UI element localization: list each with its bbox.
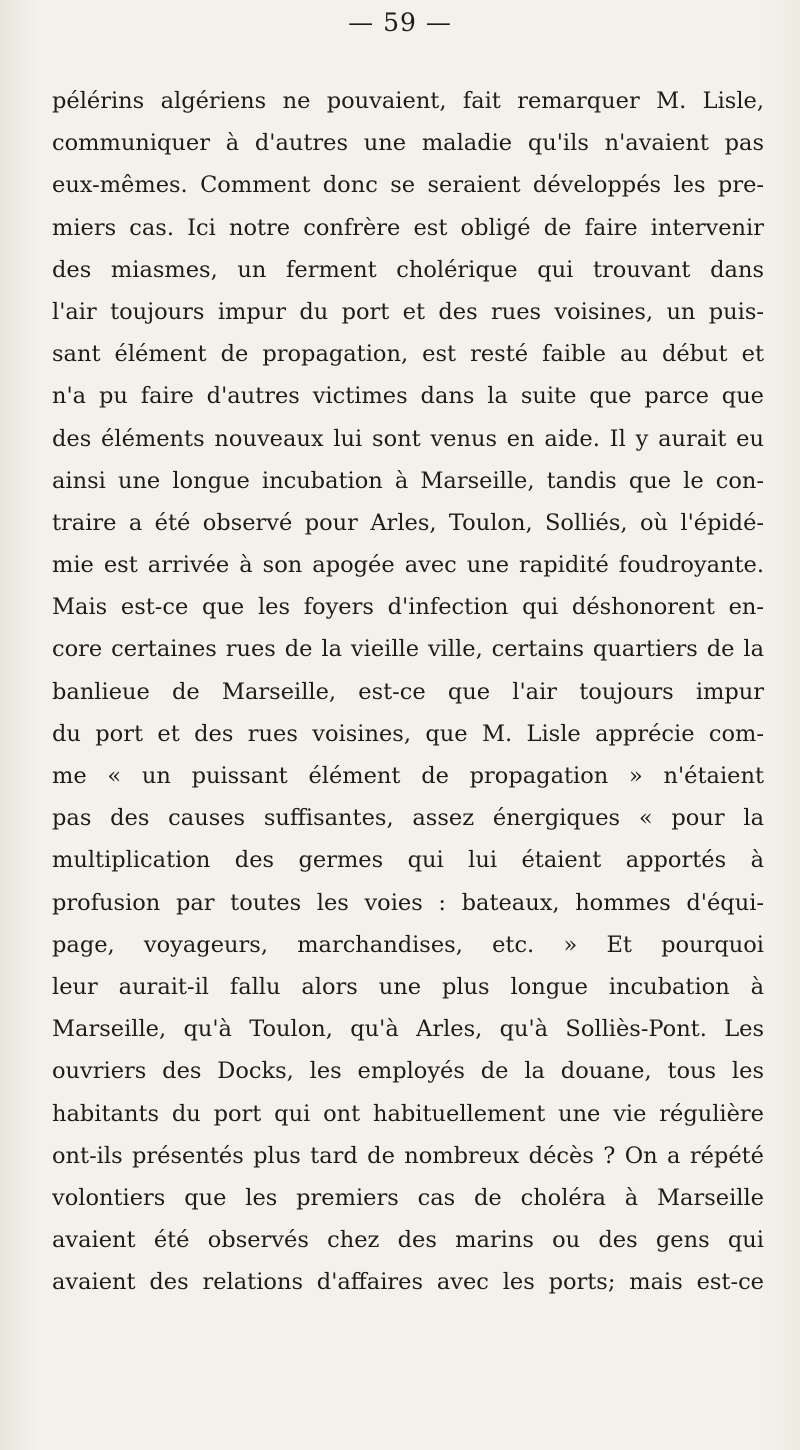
text-line: ont-ils présentés plus tard de nombreux décès ? On a répété [52, 1142, 764, 1169]
text-line: avaient été observés chez des marins ou des gens qui [52, 1227, 764, 1254]
text-line: ainsi une longue incubation à Marseille, tandis que le con- [52, 467, 764, 494]
text-line: core certaines rues de la vieille ville, certains quartiers de la [52, 636, 764, 663]
text-line: du port et des rues voisines, que M. Lisle apprécie com- [52, 720, 764, 747]
text-line: des miasmes, un ferment cholérique qui trouvant dans [52, 256, 764, 283]
text-line: volontiers que les premiers cas de choléra à Marseille [52, 1184, 764, 1211]
text-line: l'air toujours impur du port et des rues voisines, un puis- [52, 298, 764, 325]
text-line: sant élément de propagation, est resté faible au début et [52, 341, 764, 368]
text-line: pas des causes suffisantes, assez énergiques « pour la [52, 805, 764, 832]
page-number: — 59 — [348, 8, 452, 37]
body-text [52, 80, 764, 1303]
text-line: n'a pu faire d'autres victimes dans la suite que parce que [52, 383, 764, 410]
text-line: banlieue de Marseille, est-ce que l'air toujours impur [52, 678, 764, 705]
text-line: habitants du port qui ont habituellement une vie régulière [52, 1100, 764, 1127]
text-line: multiplication des germes qui lui étaient apportés à [52, 847, 764, 874]
text-line: mie est arrivée à son apogée avec une rapidité foudroyante. [52, 552, 764, 579]
text-line: page, voyageurs, marchandises, etc. » Et pourquoi [52, 931, 764, 958]
text-line: leur aurait-il fallu alors une plus longue incubation à [52, 973, 764, 1000]
text-line: pélérins algériens ne pouvaient, fait remarquer M. Lisle, [52, 88, 764, 114]
text-line: des éléments nouveaux lui sont venus en aide. Il y aurait eu [52, 425, 764, 452]
text-line: traire a été observé pour Arles, Toulon, Solliés, où l'épidé- [52, 509, 764, 536]
text-line: avaient des relations d'affaires avec les ports; mais est-ce [52, 1269, 764, 1296]
text-line: ouvriers des Docks, les employés de la douane, tous les [52, 1058, 764, 1085]
text-line: me « un puissant élément de propagation » n'étaient [52, 763, 764, 789]
text-line: eux-mêmes. Comment donc se seraient développés les pre- [52, 172, 764, 199]
text-line: profusion par toutes les voies : bateaux, hommes d'équi- [52, 889, 764, 916]
text-line: Marseille, qu'à Toulon, qu'à Arles, qu'à Solliès-Pont. Les [52, 1016, 764, 1043]
text-line: Mais est-ce que les foyers d'infection qui déshonorent en- [52, 594, 764, 621]
text-line: miers cas. Ici notre confrère est obligé de faire intervenir [52, 214, 764, 241]
text-line: communiquer à d'autres une maladie qu'ils n'avaient pas [52, 130, 764, 157]
